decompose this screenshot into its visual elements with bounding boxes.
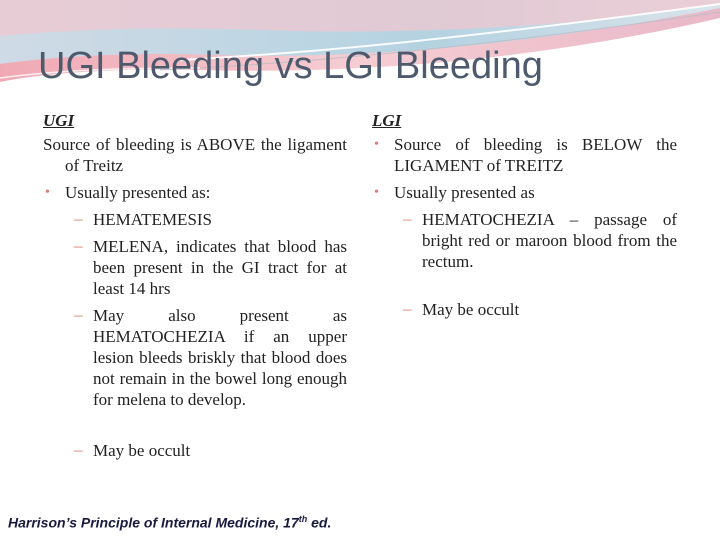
ugi-subitem: – May also present as HEMATOCHEZIA if an upper lesion bleeds briskly that blood does not remain in the bowel long enough for melena to develop.	[74, 305, 347, 409]
slide-title: UGI Bleeding vs LGI Bleeding	[38, 45, 543, 87]
lgi-column	[372, 110, 677, 326]
ugi-subitem: – HEMATEMESIS	[74, 209, 213, 229]
ugi-subitem: – MELENA, indicates that blood has been present in the GI tract for at least 14 hrs	[74, 236, 347, 298]
ugi-presented-text: Usually presented as:	[65, 183, 211, 202]
lgi-presented-text: Usually presented as	[394, 183, 535, 202]
lgi-subitem: – HEMATOCHEZIA – passage of bright red or maroon blood from the rectum.	[403, 209, 677, 271]
lgi-subitem: – May be occult	[403, 299, 520, 319]
ugi-subitem: – May be occult	[74, 440, 191, 460]
lgi-presented-bullet	[372, 182, 677, 203]
dash-bullet-icon: –	[74, 305, 83, 324]
dash-bullet-icon: –	[74, 209, 83, 228]
ugi-presented-bullet	[43, 182, 347, 203]
dash-bullet-icon: –	[403, 299, 412, 318]
citation: Harrison’s Principle of Internal Medicine, 17th ed.	[8, 514, 332, 531]
bullet-dot-icon: •	[374, 185, 379, 200]
dash-bullet-icon: –	[74, 440, 83, 459]
bullet-dot-icon: •	[45, 185, 50, 200]
dash-bullet-icon: –	[403, 209, 412, 228]
ugi-column	[43, 110, 347, 467]
ugi-source-text: Source of bleeding is ABOVE the ligament of Treitz	[43, 135, 347, 175]
lgi-source-bullet	[372, 134, 677, 176]
bullet-dot-icon: •	[374, 137, 379, 152]
ugi-heading: UGI	[43, 111, 75, 130]
lgi-heading: LGI	[372, 111, 402, 130]
dash-bullet-icon: –	[74, 236, 83, 255]
lgi-source-text: Source of bleeding is BELOW the LIGAMENT of TREITZ	[394, 135, 677, 175]
